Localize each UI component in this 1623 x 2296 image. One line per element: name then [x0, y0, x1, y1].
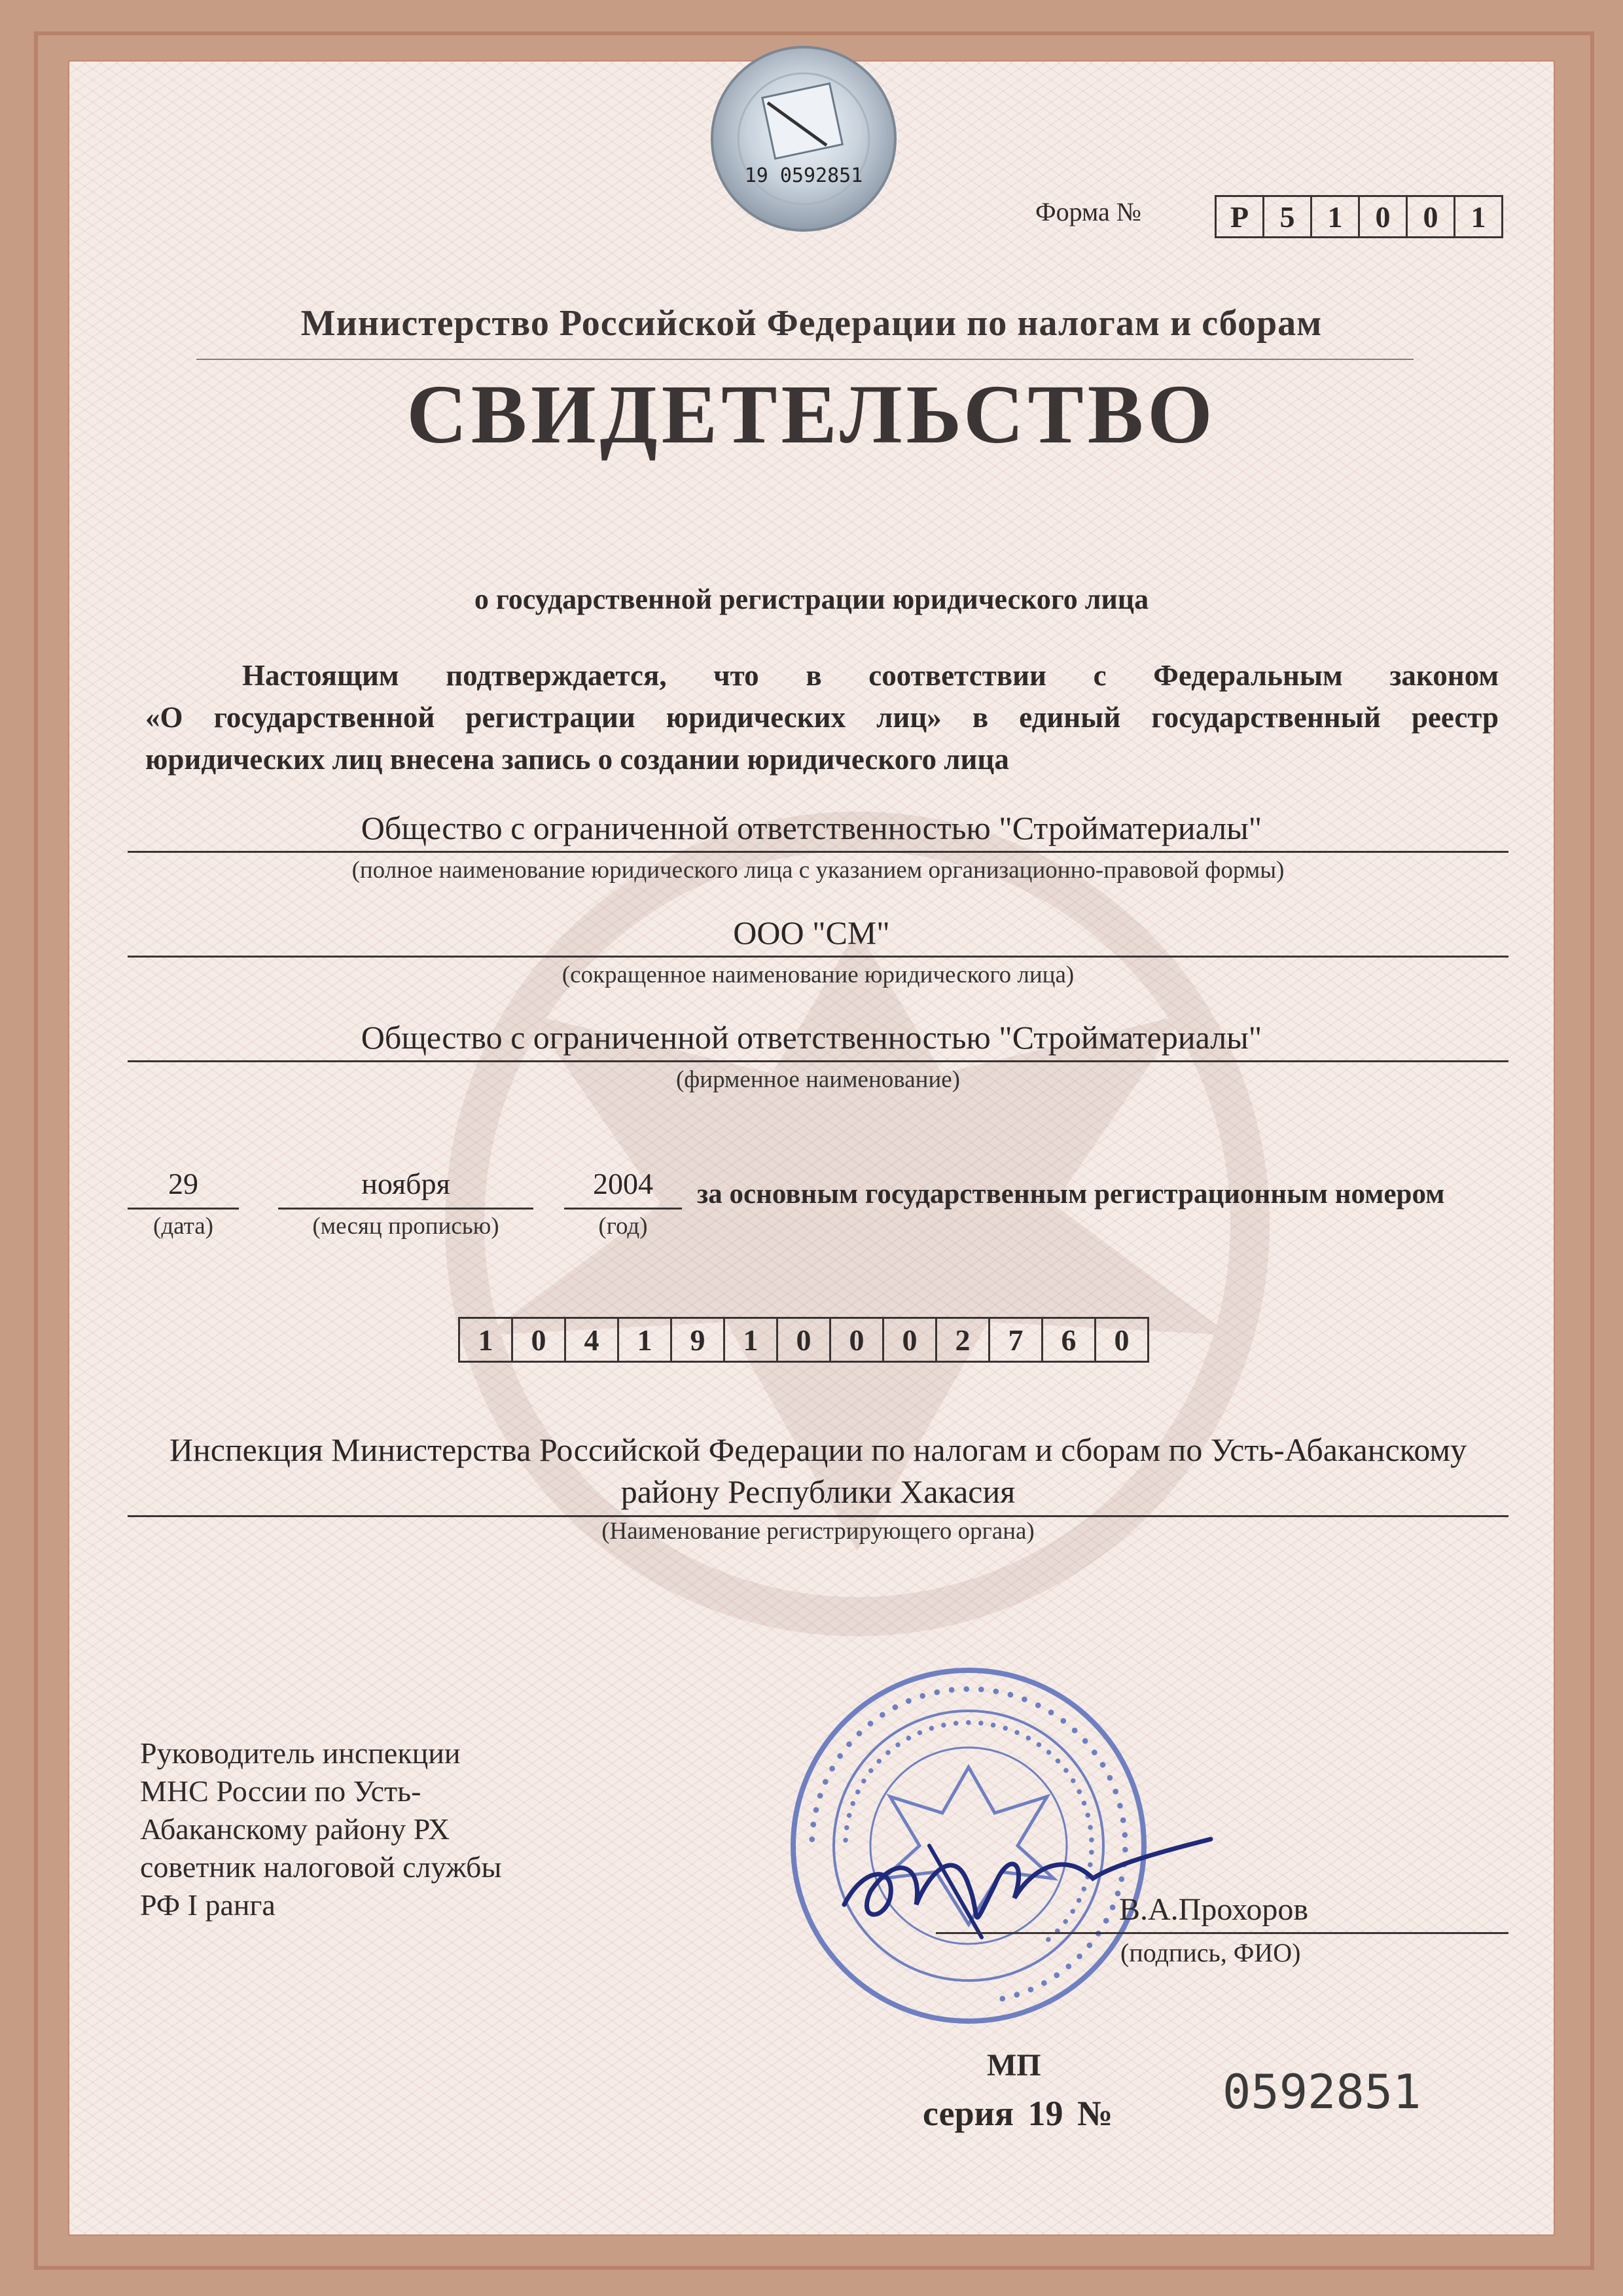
ogrn-digit-cell-3: 1 — [619, 1319, 672, 1361]
date-year: 2004 — [593, 1167, 653, 1200]
ministry-heading: Министерство Российской Федерации по налогам и сборам — [300, 303, 1323, 344]
ogrn-digit-cell-10: 7 — [990, 1319, 1043, 1361]
svg-text:∙∙∙∙∙∙∙∙∙∙∙∙∙∙∙∙∙∙∙∙∙∙∙∙∙∙∙∙∙∙: ∙∙∙∙∙∙∙∙∙∙∙∙∙∙∙∙∙∙∙∙∙∙∙∙∙∙∙∙∙∙∙∙∙∙∙∙∙∙∙∙ — [835, 1712, 1102, 1952]
certificate-title: СВИДЕТЕЛЬСТВО — [406, 368, 1217, 461]
signatory-line-3: Абаканскому району РХ — [140, 1812, 450, 1846]
authority-caption: (Наименование регистрирующего органа) — [601, 1518, 1035, 1545]
firm-name-caption: (фирменное наименование) — [675, 1066, 960, 1093]
signatory-line-5: РФ I ранга — [140, 1888, 276, 1922]
registration-number-label: за основным государственным регистрационным номером — [697, 1179, 1445, 1210]
ogrn-digit-cell-1: 0 — [513, 1319, 566, 1361]
firm-name-value: Общество с ограниченной ответственностью "Стройматериалы" — [361, 1019, 1262, 1056]
ogrn-digit-cell-7: 0 — [831, 1319, 884, 1361]
signer-name: В.А.Прохоров — [1119, 1892, 1308, 1927]
ogrn-digit-cell-12: 0 — [1114, 1323, 1130, 1357]
hologram-sticker — [705, 41, 902, 237]
ogrn-digit-cell-6: 0 — [778, 1319, 831, 1361]
form-code-cell-3: 0 — [1360, 197, 1408, 236]
series-label: серия 19 № — [923, 2094, 1113, 2133]
series-number: 0592851 — [1222, 2064, 1421, 2119]
authority-line-2: району Республики Хакасия — [620, 1473, 1016, 1510]
form-code-cells — [1215, 195, 1503, 238]
date-month-caption: (месяц прописью) — [312, 1213, 499, 1240]
date-year-caption: (год) — [598, 1213, 648, 1240]
signer-caption: (подпись, ФИО) — [1120, 1938, 1301, 1967]
short-name-value: ООО "СМ" — [733, 914, 890, 951]
form-code-cell-2: 1 — [1312, 197, 1360, 236]
full-name-caption: (полное наименование юридического лица с указанием организационно-правовой формы) — [351, 857, 1285, 884]
form-code-cell-1: 5 — [1264, 197, 1312, 236]
stamp-place-label: МП — [987, 2048, 1041, 2083]
intro-line-2: «О государственной регистрации юридических лиц» в единый государственный реестр — [145, 701, 1499, 734]
ogrn-cells — [458, 1317, 1149, 1363]
signatory-line-4: советник налоговой службы — [140, 1850, 502, 1884]
date-day-caption: (дата) — [153, 1213, 213, 1240]
ogrn-digit-cell-8: 0 — [884, 1319, 937, 1361]
ogrn-digit-cell-9: 2 — [937, 1319, 990, 1361]
ogrn-digit-cell-5: 1 — [725, 1319, 778, 1361]
short-name-caption: (сокращенное наименование юридического лица) — [562, 961, 1075, 988]
certificate-subtitle: о государственной регистрации юридического лица — [474, 583, 1149, 615]
ogrn-digit-cell-0: 1 — [460, 1319, 513, 1361]
signatory-line-2: МНС России по Усть- — [140, 1774, 421, 1808]
authority-line-1: Инспекция Министерства Российской Федерации по налогам и сборам по Усть-Абаканскому — [169, 1431, 1467, 1468]
form-code-cell-0: Р — [1217, 197, 1264, 236]
full-name-value: Общество с ограниченной ответственностью "Стройматериалы" — [361, 810, 1262, 846]
svg-text:∙∙∙∙∙∙∙∙∙∙∙∙∙∙∙∙∙∙∙∙∙∙∙∙∙∙∙∙∙∙: ∙∙∙∙∙∙∙∙∙∙∙∙∙∙∙∙∙∙∙∙∙∙∙∙∙∙∙∙∙∙∙∙∙∙∙∙∙∙∙∙∙∙∙∙∙∙∙∙ — [800, 1677, 1137, 2012]
date-day: 29 — [168, 1167, 198, 1200]
ogrn-digit-cell-4: 9 — [672, 1319, 725, 1361]
handwritten-signature — [818, 1806, 1224, 1957]
signatory-line-1: Руководитель инспекции — [140, 1736, 461, 1770]
intro-line-1: Настоящим подтверждается, что в соответствии с Федеральным законом — [242, 659, 1499, 692]
intro-line-3: юридических лиц внесена запись о создании юридического лица — [145, 743, 1009, 776]
ogrn-digit-cell-11: 6 — [1043, 1319, 1096, 1361]
ogrn-digit-cell-2: 4 — [566, 1319, 619, 1361]
date-month: ноября — [361, 1167, 450, 1200]
form-label: Форма № — [1035, 197, 1141, 226]
signatory-block — [140, 1734, 501, 1924]
form-code-cell-4: 0 — [1408, 197, 1455, 236]
hologram-number: 19 0592851 — [744, 164, 863, 187]
form-code-cell-5: 1 — [1471, 200, 1486, 234]
